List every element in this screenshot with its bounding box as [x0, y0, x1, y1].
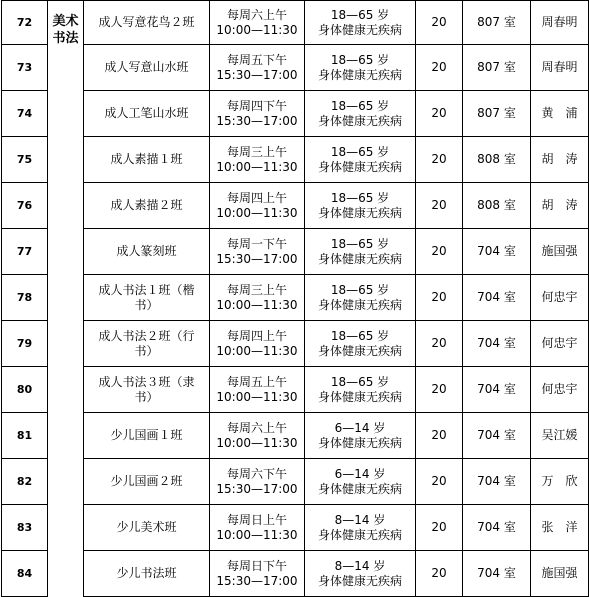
course-time-line-1: 每周六上午 — [226, 7, 287, 22]
teacher-name: 吴江媛 — [531, 413, 589, 459]
table-row — [2, 551, 589, 597]
course-name: 成人素描１班 — [84, 137, 210, 183]
course-number: 84 — [2, 551, 48, 597]
table-row — [2, 137, 589, 183]
course-time-line-2: 10:00—11:30 — [216, 435, 298, 450]
classroom: 808 室 — [463, 137, 531, 183]
course-name: 少儿美术班 — [84, 505, 210, 551]
teacher-name: 施国强 — [531, 229, 589, 275]
class-quota: 20 — [416, 275, 463, 321]
course-time — [210, 505, 305, 551]
course-number: 74 — [2, 91, 48, 137]
table-row — [2, 45, 589, 91]
course-time-line-1: 每周四上午 — [226, 190, 287, 205]
course-name: 成人书法３班（隶书） — [84, 367, 210, 413]
classroom: 704 室 — [463, 505, 531, 551]
age-requirement-line-1: 18—65 岁 — [330, 52, 390, 67]
age-requirement — [305, 183, 416, 229]
table-row — [2, 275, 589, 321]
course-time-line-1: 每周三上午 — [226, 144, 287, 159]
age-requirement-line-2: 身体健康无疾病 — [317, 159, 402, 174]
class-quota: 20 — [416, 459, 463, 505]
course-name: 成人写意山水班 — [84, 45, 210, 91]
age-requirement — [305, 367, 416, 413]
age-requirement-line-2: 身体健康无疾病 — [317, 67, 402, 82]
age-requirement-line-2: 身体健康无疾病 — [317, 343, 402, 358]
course-time — [210, 275, 305, 321]
course-number: 78 — [2, 275, 48, 321]
class-quota: 20 — [416, 367, 463, 413]
course-time-line-1: 每周日上午 — [226, 512, 287, 527]
age-requirement-line-2: 身体健康无疾病 — [317, 205, 402, 220]
classroom: 704 室 — [463, 551, 531, 597]
table-row — [2, 321, 589, 367]
classroom: 704 室 — [463, 459, 531, 505]
class-quota: 20 — [416, 551, 463, 597]
class-quota: 20 — [416, 1, 463, 45]
classroom: 704 室 — [463, 275, 531, 321]
classroom: 807 室 — [463, 91, 531, 137]
course-name: 成人篆刻班 — [84, 229, 210, 275]
course-time — [210, 367, 305, 413]
age-requirement — [305, 505, 416, 551]
course-number: 80 — [2, 367, 48, 413]
teacher-name: 万 欣 — [531, 459, 589, 505]
category-label: 美术书法 — [48, 1, 84, 597]
course-time-line-2: 15:30—17:00 — [216, 573, 298, 588]
course-time — [210, 459, 305, 505]
class-quota: 20 — [416, 321, 463, 367]
age-requirement — [305, 91, 416, 137]
age-requirement — [305, 321, 416, 367]
course-time-line-2: 15:30—17:00 — [216, 251, 298, 266]
course-time-line-1: 每周四上午 — [226, 328, 287, 343]
classroom: 808 室 — [463, 183, 531, 229]
age-requirement-line-2: 身体健康无疾病 — [317, 435, 402, 450]
age-requirement-line-1: 18—65 岁 — [330, 144, 390, 159]
course-time — [210, 229, 305, 275]
age-requirement — [305, 275, 416, 321]
course-time-line-2: 15:30—17:00 — [216, 481, 298, 496]
course-time — [210, 183, 305, 229]
course-name: 少儿国画２班 — [84, 459, 210, 505]
course-number: 73 — [2, 45, 48, 91]
course-time-line-2: 15:30—17:00 — [216, 113, 298, 128]
age-requirement-line-2: 身体健康无疾病 — [317, 251, 402, 266]
classroom: 704 室 — [463, 229, 531, 275]
table-row — [2, 459, 589, 505]
age-requirement-line-2: 身体健康无疾病 — [317, 113, 402, 128]
classroom: 704 室 — [463, 321, 531, 367]
course-time-line-1: 每周五下午 — [226, 52, 287, 67]
age-requirement-line-1: 8—14 岁 — [334, 558, 386, 573]
table-row — [2, 367, 589, 413]
age-requirement-line-2: 身体健康无疾病 — [317, 297, 402, 312]
course-name: 少儿书法班 — [84, 551, 210, 597]
course-time-line-2: 10:00—11:30 — [216, 343, 298, 358]
course-name: 成人工笔山水班 — [84, 91, 210, 137]
class-quota: 20 — [416, 413, 463, 459]
course-time-line-2: 10:00—11:30 — [216, 159, 298, 174]
age-requirement-line-2: 身体健康无疾病 — [317, 573, 402, 588]
age-requirement — [305, 1, 416, 45]
class-quota: 20 — [416, 45, 463, 91]
teacher-name: 胡 涛 — [531, 183, 589, 229]
course-table — [1, 0, 589, 597]
age-requirement-line-1: 18—65 岁 — [330, 236, 390, 251]
age-requirement-line-1: 8—14 岁 — [334, 512, 386, 527]
teacher-name: 何忠宇 — [531, 321, 589, 367]
course-time-line-1: 每周一下午 — [226, 236, 287, 251]
table-row — [2, 413, 589, 459]
course-name: 成人书法１班（楷书） — [84, 275, 210, 321]
course-time-line-2: 10:00—11:30 — [216, 205, 298, 220]
age-requirement — [305, 137, 416, 183]
table-row — [2, 505, 589, 551]
course-time-line-1: 每周三上午 — [226, 282, 287, 297]
age-requirement-line-1: 18—65 岁 — [330, 328, 390, 343]
class-quota: 20 — [416, 137, 463, 183]
classroom: 807 室 — [463, 1, 531, 45]
course-time-line-1: 每周六下午 — [226, 466, 287, 481]
teacher-name: 胡 涛 — [531, 137, 589, 183]
course-time — [210, 45, 305, 91]
course-number: 75 — [2, 137, 48, 183]
age-requirement — [305, 229, 416, 275]
course-time — [210, 413, 305, 459]
teacher-name: 施国强 — [531, 551, 589, 597]
course-time — [210, 321, 305, 367]
age-requirement-line-1: 18—65 岁 — [330, 282, 390, 297]
teacher-name: 何忠宇 — [531, 275, 589, 321]
course-number: 77 — [2, 229, 48, 275]
course-name: 成人写意花鸟２班 — [84, 1, 210, 45]
age-requirement-line-2: 身体健康无疾病 — [317, 481, 402, 496]
table-row — [2, 1, 589, 45]
class-quota: 20 — [416, 91, 463, 137]
teacher-name: 周春明 — [531, 45, 589, 91]
course-time — [210, 1, 305, 45]
course-number: 81 — [2, 413, 48, 459]
age-requirement — [305, 45, 416, 91]
age-requirement-line-1: 18—65 岁 — [330, 374, 390, 389]
course-time — [210, 551, 305, 597]
course-time-line-1: 每周四下午 — [226, 98, 287, 113]
age-requirement-line-1: 6—14 岁 — [334, 466, 386, 481]
course-time-line-1: 每周日下午 — [226, 558, 287, 573]
course-number: 76 — [2, 183, 48, 229]
table-row — [2, 229, 589, 275]
course-name: 成人书法２班（行书） — [84, 321, 210, 367]
age-requirement — [305, 459, 416, 505]
classroom: 704 室 — [463, 367, 531, 413]
course-number: 72 — [2, 1, 48, 45]
classroom: 807 室 — [463, 45, 531, 91]
age-requirement-line-2: 身体健康无疾病 — [317, 389, 402, 404]
teacher-name: 周春明 — [531, 1, 589, 45]
age-requirement-line-1: 18—65 岁 — [330, 98, 390, 113]
teacher-name: 黄 浦 — [531, 91, 589, 137]
course-number: 82 — [2, 459, 48, 505]
age-requirement-line-2: 身体健康无疾病 — [317, 527, 402, 542]
age-requirement-line-1: 6—14 岁 — [334, 420, 386, 435]
class-quota: 20 — [416, 183, 463, 229]
course-time-line-2: 15:30—17:00 — [216, 67, 298, 82]
course-number: 83 — [2, 505, 48, 551]
course-time-line-2: 10:00—11:30 — [216, 22, 298, 37]
course-name: 成人素描２班 — [84, 183, 210, 229]
course-time-line-2: 10:00—11:30 — [216, 527, 298, 542]
course-name: 少儿国画１班 — [84, 413, 210, 459]
course-time-line-2: 10:00—11:30 — [216, 297, 298, 312]
age-requirement-line-1: 18—65 岁 — [330, 7, 390, 22]
classroom: 704 室 — [463, 413, 531, 459]
age-requirement-line-1: 18—65 岁 — [330, 190, 390, 205]
course-time-line-1: 每周六上午 — [226, 420, 287, 435]
teacher-name: 何忠宇 — [531, 367, 589, 413]
course-time-line-1: 每周五上午 — [226, 374, 287, 389]
age-requirement — [305, 413, 416, 459]
table-row — [2, 183, 589, 229]
age-requirement — [305, 551, 416, 597]
table-row — [2, 91, 589, 137]
course-number: 79 — [2, 321, 48, 367]
class-quota: 20 — [416, 229, 463, 275]
age-requirement-line-2: 身体健康无疾病 — [317, 22, 402, 37]
course-time — [210, 91, 305, 137]
class-quota: 20 — [416, 505, 463, 551]
course-time-line-2: 10:00—11:30 — [216, 389, 298, 404]
teacher-name: 张 洋 — [531, 505, 589, 551]
course-time — [210, 137, 305, 183]
course-table-body — [2, 1, 589, 597]
